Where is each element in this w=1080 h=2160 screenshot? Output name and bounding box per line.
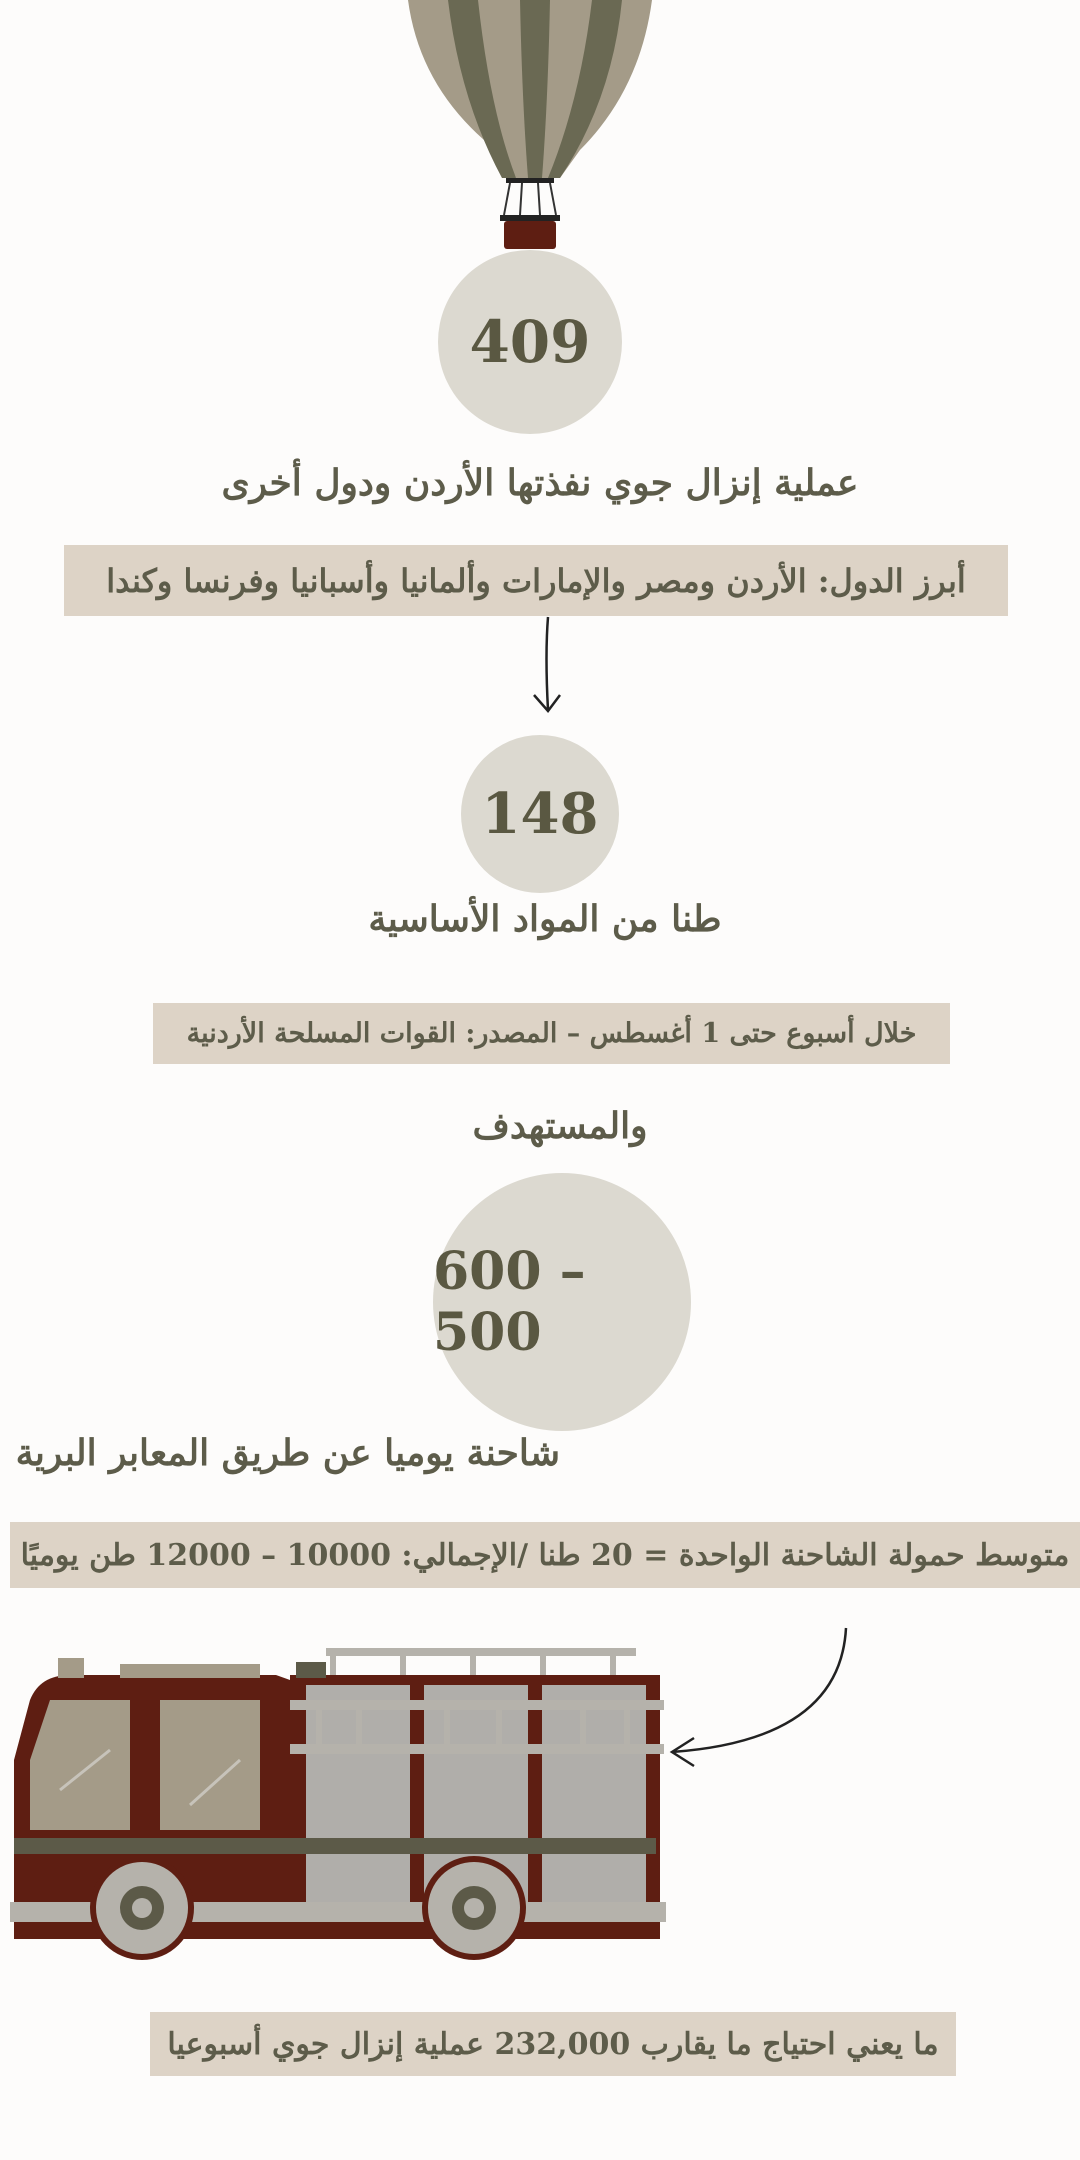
countries-band: أبرز الدول: الأردن ومصر والإمارات وألمانيا وأسبانيا وفرنسا وكندا	[64, 545, 1008, 616]
stat-trucks-circle	[433, 1173, 691, 1431]
fire-truck-icon	[0, 1640, 1080, 1980]
down-arrow-icon	[0, 615, 1080, 735]
stat-148-circle	[461, 735, 619, 893]
stat-409-circle	[438, 250, 622, 434]
hot-air-balloon-icon	[0, 0, 1080, 260]
stat-409-value: 409	[469, 308, 591, 376]
stat-trucks-caption: شاحنة يوميا عن طريق المعابر البرية	[15, 1432, 560, 1474]
stat-148-value: 148	[481, 781, 599, 847]
target-label: والمستهدف	[472, 1105, 648, 1147]
stat-trucks-value: 600 – 500	[433, 1241, 586, 1363]
stat-409-caption: عملية إنزال جوي نفذتها الأردن ودول أخرى	[221, 462, 859, 504]
stat-148-caption: طنا من المواد الأساسية	[368, 898, 722, 940]
airdrop-equivalent-band: ما يعني احتياج ما يقارب 232,000 عملية إنزال جوي أسبوعيا	[150, 2012, 956, 2076]
truck-load-band: متوسط حمولة الشاحنة الواحدة = 20 طنا /الإجمالي: 10000 – 12000 طن يوميًا	[10, 1522, 1080, 1588]
source-band: خلال أسبوع حتى 1 أغسطس – المصدر: القوات المسلحة الأردنية	[153, 1003, 950, 1064]
